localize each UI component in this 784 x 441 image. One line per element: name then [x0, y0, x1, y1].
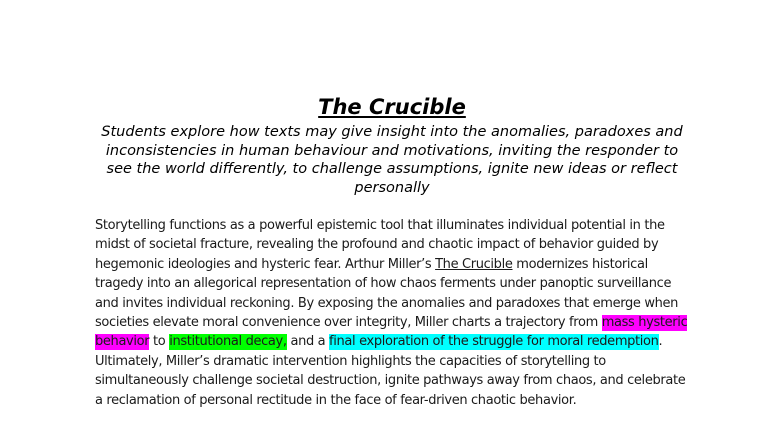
paragraph-text-3: to: [149, 334, 170, 350]
paragraph-text-2: modernizes historical tragedy into an allegorical representation of how chaos ferments under panoptic surveillance and invites individual reckoning. By exposing the anomalies and paradoxes that emerge when societies elevate moral convenience over integrity, Miller charts a trajectory from: [95, 256, 679, 331]
highlight-cyan: final exploration of the struggle for moral redemption: [329, 334, 659, 350]
body-paragraph: [95, 216, 695, 410]
document-subtitle: Students explore how texts may give insight into the anomalies, paradoxes and inconsistencies in human behaviour and motivations, inviting the responder to see the world differently, to challenge assumptions, ignite new ideas or reflect personally: [101, 124, 683, 196]
paragraph-text-1: Storytelling functions as a powerful epistemic tool that illuminates individual potential in the midst of societal fracture, revealing the profound and chaotic impact of behavior guided by hegemonic ideologies and hysteric fear. Arthur Miller’s: [95, 218, 665, 272]
highlight-green: institutional decay,: [169, 334, 287, 350]
paragraph-text-4: and a: [286, 334, 330, 350]
document-title: The Crucible: [318, 95, 466, 119]
highlight-magenta: mass hysteric behavior: [95, 315, 688, 350]
paragraph-text-5: . Ultimately, Miller’s dramatic intervention highlights the capacities of storytelling to simultaneously challenge societal destruction, ignite pathways away from chaos, and celebrate a reclamation of personal rectitude in the face of fear-driven chaotic behavior.: [95, 334, 686, 408]
book-title: The Crucible: [435, 256, 513, 272]
